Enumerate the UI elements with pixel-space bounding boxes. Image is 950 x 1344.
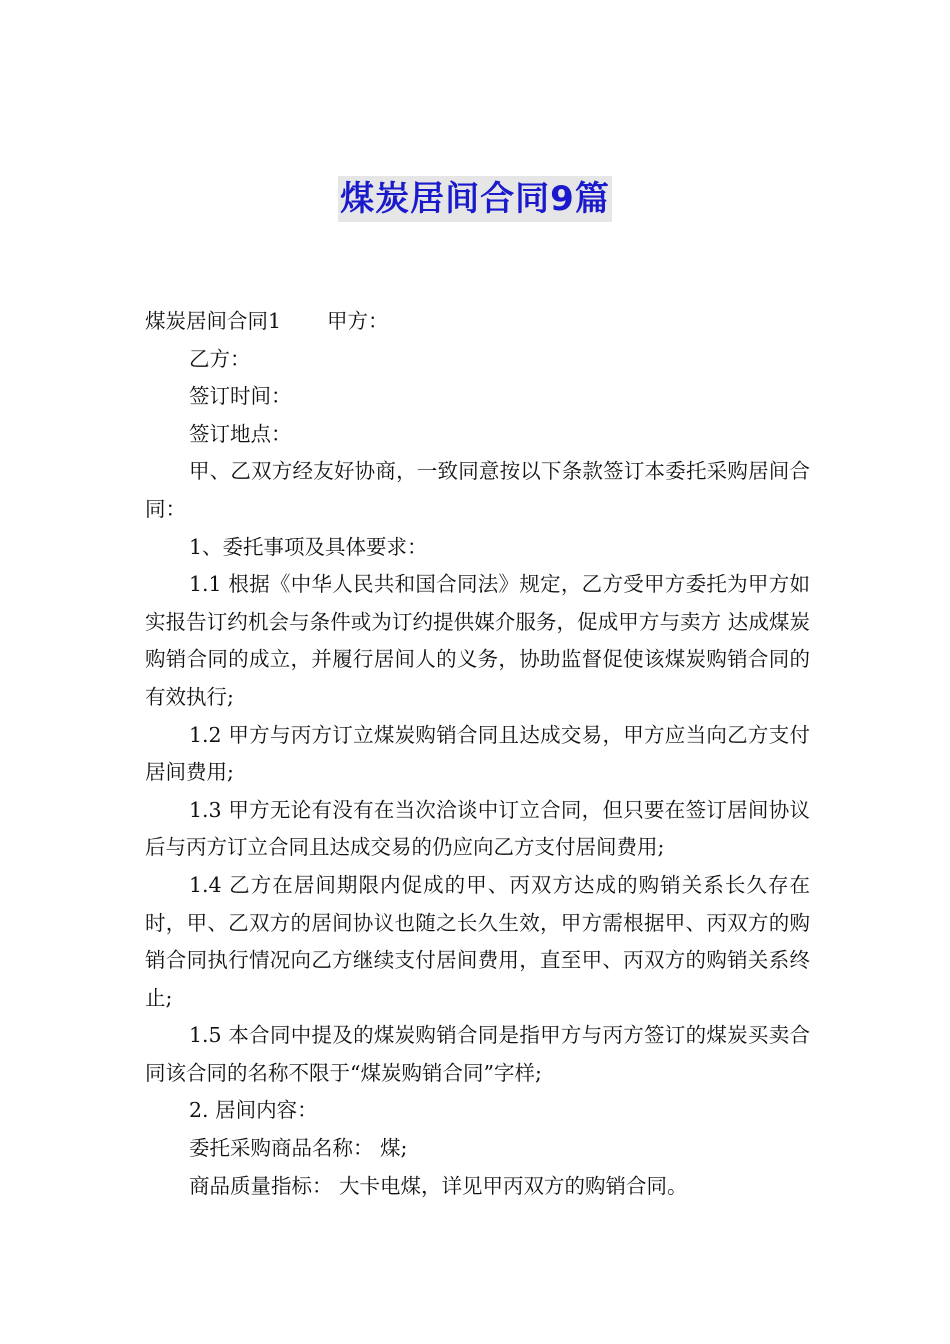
paragraph-clause-1-5: 1.5 本合同中提及的煤炭购销合同是指甲方与丙方签订的煤炭买卖合同该合同的名称不限于“煤炭购销合同”字样; bbox=[145, 1023, 810, 1085]
paragraph-clause-1-2: 1.2 甲方与丙方订立煤炭购销合同且达成交易，甲方应当向乙方支付居间费用; bbox=[145, 722, 810, 785]
document-title: 煤炭居间合同9篇 bbox=[338, 176, 612, 222]
paragraph-clause-2: 2. 居间内容： bbox=[189, 1098, 318, 1123]
paragraph-sign-place: 签订地点： bbox=[189, 421, 292, 446]
paragraph-clause-1-1: 1.1 根据《中华人民共和国合同法》规定，乙方受甲方委托为甲方如实报告订约机会与条件或为订约提供媒介服务，促成甲方与卖方 达成煤炭购销合同的成立，并履行居间人的义务，协助监督促使该煤炭购销合同的有效执行; bbox=[145, 572, 810, 709]
title-container bbox=[0, 176, 950, 222]
paragraph-goods-quality: 商品质量指标： 大卡电煤，详见甲丙双方的购销合同。 bbox=[189, 1173, 688, 1198]
paragraph-intro: 甲、乙双方经友好协商，一致同意按以下条款签订本委托采购居间合同： bbox=[145, 459, 810, 521]
paragraph-party-b: 乙方： bbox=[189, 346, 251, 371]
paragraph-clause-1-4: 1.4 乙方在居间期限内促成的甲、丙双方达成的购销关系长久存在时，甲、乙双方的居间协议也随之长久生效，甲方需根据甲、丙双方的购销合同执行情况向乙方继续支付居间费用，直至甲、丙双方的购销关系终止; bbox=[145, 872, 810, 1010]
paragraph-clause-1-3: 1.3 甲方无论有没有在当次洽谈中订立合同，但只要在签订居间协议后与丙方订立合同且达成交易的仍应向乙方支付居间费用; bbox=[145, 797, 810, 860]
paragraph-goods-name: 委托采购商品名称： 煤; bbox=[189, 1136, 408, 1161]
paragraph-sign-time: 签订时间： bbox=[189, 384, 292, 409]
paragraph-clause-1: 1、委托事项及具体要求： bbox=[189, 534, 428, 559]
party-a-label: 甲方： bbox=[327, 309, 389, 333]
document-body bbox=[145, 303, 810, 1205]
section-heading-line bbox=[145, 303, 810, 341]
section-heading: 煤炭居间合同1 bbox=[145, 309, 282, 333]
